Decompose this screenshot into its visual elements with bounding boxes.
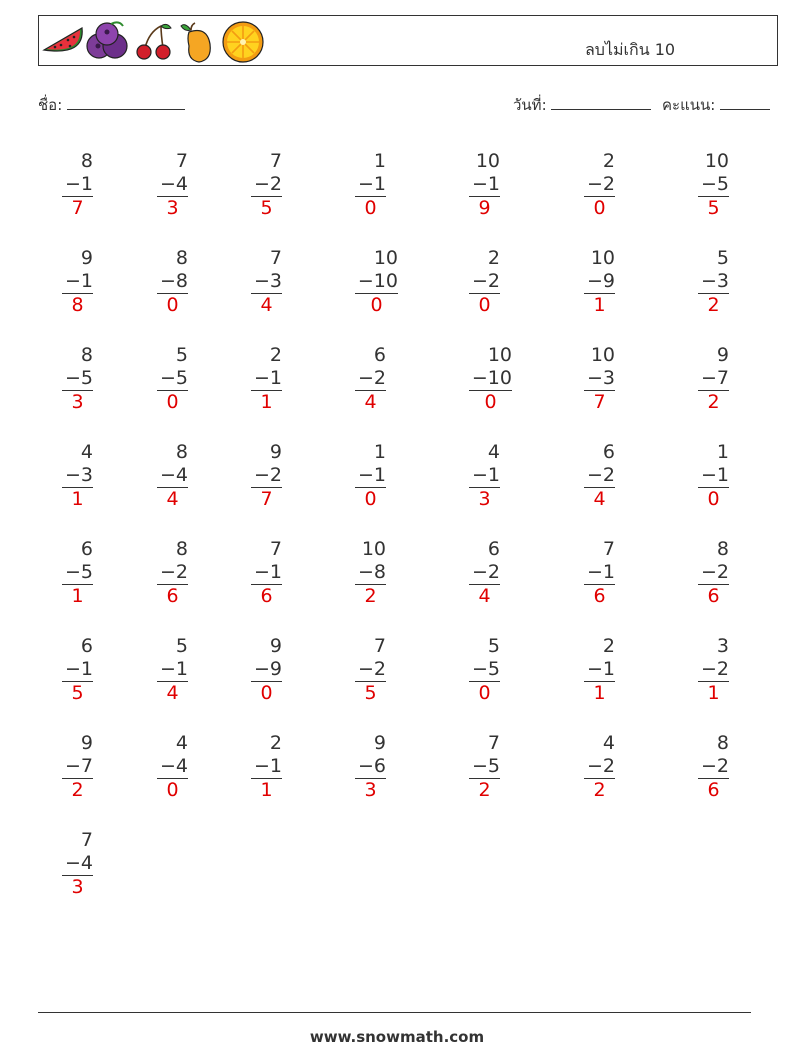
minuend: 9 [80,732,93,754]
minuend: 10 [361,538,386,560]
watermelon-icon [41,20,85,64]
minuend: 10 [487,344,512,366]
subtraction-problem [584,247,615,317]
subtrahend: −10 [471,367,512,389]
minuend: 1 [373,150,386,172]
minuend: 8 [175,441,188,463]
answer: 4 [166,682,179,704]
date-blank[interactable] [551,95,651,110]
answer: 5 [364,682,377,704]
minuend: 7 [80,829,93,851]
subtrahend: −2 [700,658,729,680]
subtrahend: −2 [586,173,615,195]
subtrahend: −2 [253,173,282,195]
subtraction-problem [251,344,282,414]
subtraction-problem [251,247,282,317]
footer-divider [38,1012,751,1013]
answer: 0 [364,488,377,510]
subtraction-problem [698,344,729,414]
subtraction-problem [62,441,93,511]
minuend: 4 [80,441,93,463]
answer: 6 [166,585,179,607]
subtrahend: −5 [64,561,93,583]
subtrahend: −1 [64,270,93,292]
minuend: 7 [269,150,282,172]
subtrahend: −8 [159,270,188,292]
subtraction-problem [251,635,282,705]
subtrahend: −2 [700,755,729,777]
minuend: 10 [475,150,500,172]
subtraction-problem [62,247,93,317]
answer: 3 [478,488,491,510]
minuend: 9 [269,635,282,657]
subtraction-problem [62,150,93,220]
subtraction-problem [698,247,729,317]
subtraction-problem [62,344,93,414]
minuend: 8 [175,538,188,560]
subtrahend: −1 [64,173,93,195]
minuend: 9 [80,247,93,269]
subtraction-problem [251,732,282,802]
subtrahend: −1 [586,658,615,680]
minuend: 9 [269,441,282,463]
date-field [513,93,651,117]
subtraction-problem [469,344,512,414]
minuend: 9 [373,732,386,754]
footer-website: www.snowmath.com [309,1028,485,1046]
minuend: 8 [175,247,188,269]
answer: 2 [593,779,606,801]
minuend: 2 [487,247,500,269]
subtrahend: −2 [700,561,729,583]
minuend: 4 [602,732,615,754]
answer: 4 [593,488,606,510]
answer: 2 [707,294,720,316]
answer: 5 [260,197,273,219]
minuend: 6 [373,344,386,366]
orange-icon [221,20,265,64]
answer: 4 [364,391,377,413]
subtrahend: −8 [357,561,386,583]
subtrahend: −5 [700,173,729,195]
subtraction-problem [584,441,615,511]
subtrahend: −1 [253,755,282,777]
score-field [662,93,770,117]
subtraction-problem [698,635,729,705]
answer: 3 [71,876,84,898]
minuend: 1 [373,441,386,463]
minuend: 8 [80,150,93,172]
subtraction-problem [62,635,93,705]
answer: 0 [484,391,497,413]
worksheet-header [38,15,778,66]
name-field [38,93,185,117]
subtrahend: −1 [159,658,188,680]
minuend: 7 [373,635,386,657]
subtrahend: −1 [357,173,386,195]
subtrahend: −3 [253,270,282,292]
minuend: 6 [487,538,500,560]
subtraction-problem [469,441,500,511]
answer: 5 [707,197,720,219]
subtrahend: −2 [357,658,386,680]
subtraction-problem [157,732,188,802]
answer: 3 [364,779,377,801]
minuend: 4 [487,441,500,463]
answer: 2 [364,585,377,607]
minuend: 2 [269,732,282,754]
minuend: 9 [716,344,729,366]
minuend: 2 [269,344,282,366]
answer: 0 [707,488,720,510]
answer: 0 [260,682,273,704]
minuend: 6 [80,635,93,657]
answer: 1 [593,682,606,704]
subtrahend: −1 [471,464,500,486]
answer: 0 [166,391,179,413]
answer: 4 [478,585,491,607]
subtrahend: −4 [159,755,188,777]
subtrahend: −5 [64,367,93,389]
answer: 2 [71,779,84,801]
answer: 7 [593,391,606,413]
answer: 6 [707,779,720,801]
answer: 0 [478,682,491,704]
minuend: 3 [716,635,729,657]
subtrahend: −7 [64,755,93,777]
subtraction-problem [469,150,500,220]
subtrahend: −2 [159,561,188,583]
minuend: 7 [175,150,188,172]
subtraction-problem [698,732,729,802]
subtrahend: −2 [586,464,615,486]
score-blank[interactable] [720,95,770,110]
answer: 7 [71,197,84,219]
answer: 1 [260,779,273,801]
minuend: 2 [602,635,615,657]
subtrahend: −2 [253,464,282,486]
subtrahend: −1 [253,367,282,389]
subtraction-problem [584,344,615,414]
subtrahend: −9 [586,270,615,292]
subtraction-problem [251,441,282,511]
answer: 1 [707,682,720,704]
answer: 4 [166,488,179,510]
subtrahend: −2 [471,561,500,583]
answer: 0 [370,294,383,316]
minuend: 10 [373,247,398,269]
answer: 1 [71,488,84,510]
minuend: 7 [602,538,615,560]
subtrahend: −2 [471,270,500,292]
subtraction-problem [355,247,398,317]
minuend: 1 [716,441,729,463]
subtraction-problem [355,538,386,608]
subtrahend: −4 [64,852,93,874]
cherries-icon [131,20,175,64]
answer: 6 [707,585,720,607]
subtraction-problem [469,732,500,802]
answer: 0 [166,294,179,316]
minuend: 10 [704,150,729,172]
subtrahend: −1 [253,561,282,583]
answer: 6 [593,585,606,607]
answer: 1 [593,294,606,316]
subtrahend: −5 [471,658,500,680]
score-label: คะแนน: [662,96,716,114]
answer: 4 [260,294,273,316]
minuend: 7 [269,247,282,269]
answer: 0 [364,197,377,219]
minuend: 8 [716,732,729,754]
subtrahend: −3 [64,464,93,486]
answer: 0 [478,294,491,316]
name-blank[interactable] [67,95,185,110]
answer: 9 [478,197,491,219]
answer: 1 [260,391,273,413]
subtrahend: −1 [471,173,500,195]
minuend: 10 [590,247,615,269]
subtraction-problem [251,150,282,220]
subtrahend: −6 [357,755,386,777]
answer: 8 [71,294,84,316]
subtrahend: −1 [586,561,615,583]
answer: 6 [260,585,273,607]
minuend: 6 [602,441,615,463]
subtraction-problem [157,538,188,608]
blueberries-icon [85,20,129,64]
subtraction-problem [157,441,188,511]
answer: 1 [71,585,84,607]
minuend: 4 [175,732,188,754]
subtraction-problem [469,538,500,608]
subtraction-problem [355,635,386,705]
subtraction-problem [62,732,93,802]
minuend: 8 [80,344,93,366]
subtrahend: −1 [700,464,729,486]
minuend: 5 [716,247,729,269]
subtrahend: −9 [253,658,282,680]
subtraction-problem [355,150,386,220]
subtraction-problem [355,344,386,414]
minuend: 5 [175,635,188,657]
date-label: วันที่: [513,96,547,114]
subtraction-problem [584,538,615,608]
subtrahend: −5 [159,367,188,389]
subtraction-problem [62,829,93,899]
subtraction-problem [469,247,500,317]
name-label: ชื่อ: [38,96,63,114]
subtraction-problem [157,247,188,317]
subtraction-problem [698,538,729,608]
subtrahend: −3 [586,367,615,389]
subtraction-problem [469,635,500,705]
minuend: 2 [602,150,615,172]
subtraction-problem [355,441,386,511]
subtraction-problem [157,344,188,414]
answer: 3 [71,391,84,413]
minuend: 8 [716,538,729,560]
minuend: 10 [590,344,615,366]
subtraction-problem [157,150,188,220]
subtraction-problem [584,150,615,220]
minuend: 7 [487,732,500,754]
answer: 3 [166,197,179,219]
minuend: 5 [175,344,188,366]
minuend: 7 [269,538,282,560]
subtrahend: −4 [159,173,188,195]
mango-icon [177,20,221,64]
subtrahend: −1 [357,464,386,486]
answer: 2 [707,391,720,413]
answer: 0 [166,779,179,801]
subtraction-problem [584,635,615,705]
subtraction-problem [62,538,93,608]
subtrahend: −3 [700,270,729,292]
answer: 2 [478,779,491,801]
subtraction-problem [698,150,729,220]
subtrahend: −7 [700,367,729,389]
subtraction-problem [584,732,615,802]
subtrahend: −2 [357,367,386,389]
subtrahend: −1 [64,658,93,680]
subtraction-problem [157,635,188,705]
minuend: 6 [80,538,93,560]
answer: 5 [71,682,84,704]
subtraction-problem [251,538,282,608]
subtrahend: −2 [586,755,615,777]
answer: 7 [260,488,273,510]
subtrahend: −10 [357,270,398,292]
answer: 0 [593,197,606,219]
subtraction-problem [698,441,729,511]
worksheet-title: ลบไม่เกิน 10 [585,40,676,59]
minuend: 5 [487,635,500,657]
subtrahend: −4 [159,464,188,486]
subtraction-problem [355,732,386,802]
subtrahend: −5 [471,755,500,777]
